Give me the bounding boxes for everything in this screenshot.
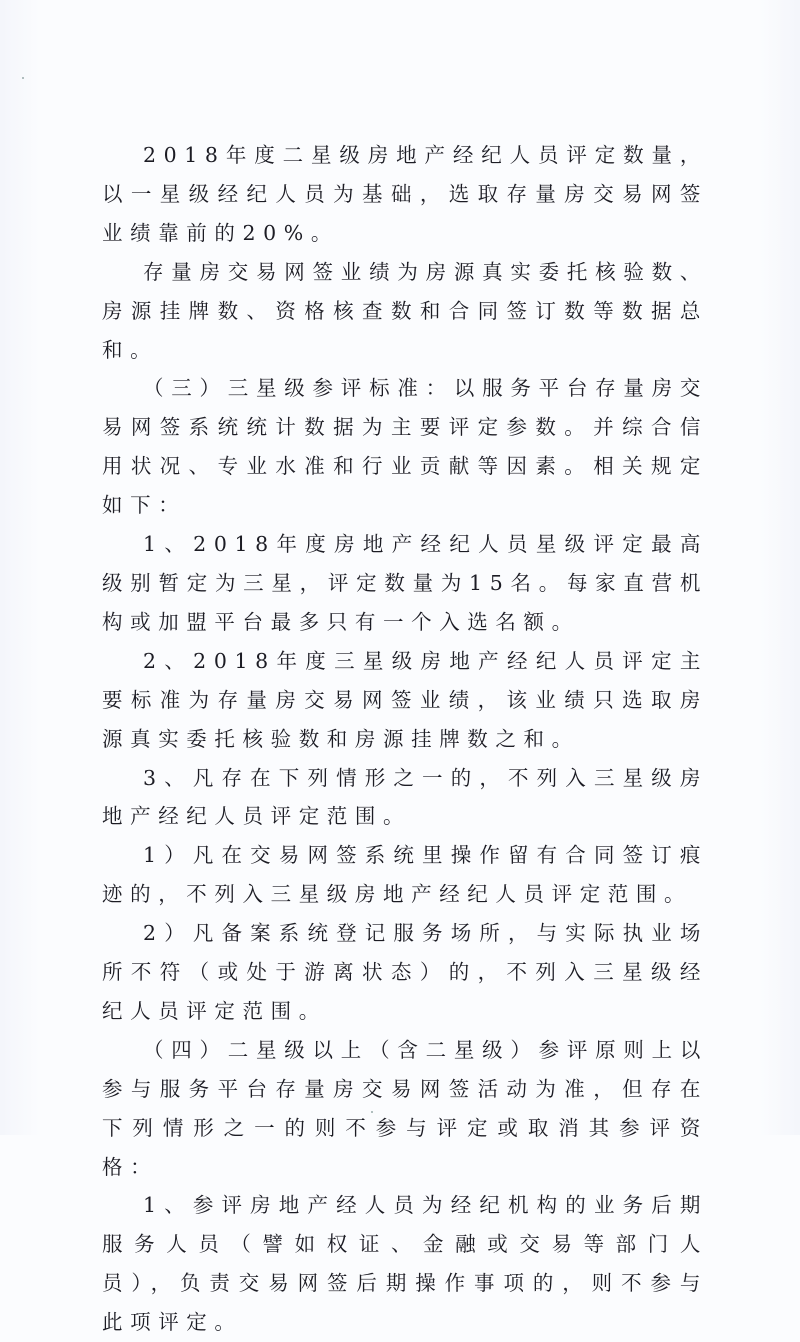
paragraph-two-star-eligibility: （四）二星级以上（含二星级）参评原则上以参与服务平台存量房交易网签活动为准，但存在下列情形之一的则不参与评定或取消其参评资格： <box>102 1037 708 1179</box>
paragraph-rule-1: 1、2018年度房地产经纪人员星级评定最高级别暂定为三星，评定数量为15名。每家直营机构或加盟平台最多只有一个入选名额。 <box>102 532 708 634</box>
document-body <box>102 136 708 1342</box>
paragraph-rule-3: 3、凡存在下列情形之一的，不列入三星级房地产经纪人员评定范围。 <box>102 765 708 829</box>
paragraph-rule-2: 2、2018年度三星级房地产经纪人员评定主要标准为存量房交易网签业绩，该业绩只选取房源真实委托核验数和房源挂牌数之和。 <box>102 648 708 751</box>
paragraph-performance-definition: 存量房交易网签业绩为房源真实委托核验数、房源挂牌数、资格核查数和合同签订数等数据总和。 <box>102 259 708 362</box>
paragraph-three-star-criteria: （三）三星级参评标准：以服务平台存量房交易网签系统统计数据为主要评定参数。并综合信用状况、专业水准和行业贡献等因素。相关规定如下： <box>102 376 708 518</box>
paragraph-eligibility-item-1: 1、参评房地产经人员为经纪机构的业务后期服务人员（譬如权证、金融或交易等部门人员），负责交易网签后期操作事项的，则不参与此项评定。 <box>102 1193 708 1335</box>
paragraph-rule-3-item-2: 2）凡备案系统登记服务场所，与实际执业场所不符（或处于游离状态）的，不列入三星级经纪人员评定范围。 <box>102 921 708 1023</box>
scan-speck <box>371 1111 373 1113</box>
scan-speck <box>22 77 24 79</box>
paragraph-rule-3-item-1: 1）凡在交易网签系统里操作留有合同签订痕迹的，不列入三星级房地产经纪人员评定范围。 <box>102 843 708 907</box>
paragraph-two-star-quota: 2018年度二星级房地产经纪人员评定数量，以一星级经纪人员为基础，选取存量房交易网签业绩靠前的20%。 <box>102 143 708 245</box>
